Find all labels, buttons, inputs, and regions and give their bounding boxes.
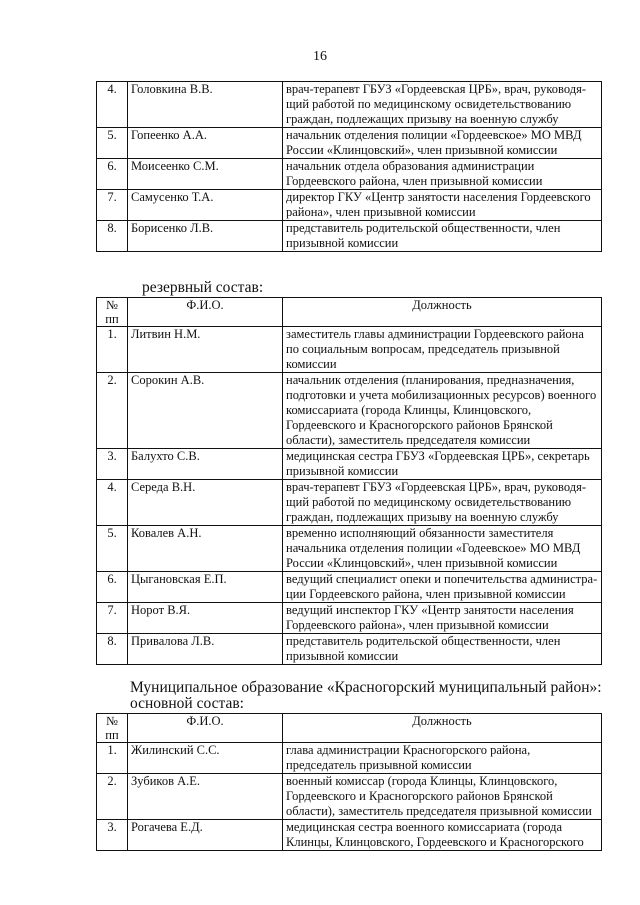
commission-table-continued (96, 81, 602, 252)
row-number: 6 . (97, 572, 128, 603)
member-position: военный комиссар (города Клинцы, Клинцовского, Гордеевского и Красногорского районов Брянской области), заместитель председателя призывной комиссии (283, 774, 602, 820)
member-position: директор ГКУ «Центр занятости населения Гордеевского района», член призывной комиссии (283, 190, 602, 221)
member-position: ведущий специалист опеки и попечительства администра-ции Гордеевского района, член призывной комиссии (283, 572, 602, 603)
member-name: Головкина В.В. (128, 82, 283, 128)
table-row (97, 190, 602, 221)
member-name: Середа В.Н. (128, 480, 283, 526)
header-fio: Ф.И.О. (128, 714, 283, 743)
row-number: 2 . (97, 373, 128, 449)
row-number: 1 . (97, 327, 128, 373)
row-number: 3 . (97, 820, 128, 851)
member-name: Зубиков А.Е. (128, 774, 283, 820)
row-number: 4 . (97, 82, 128, 128)
row-number: 1 . (97, 743, 128, 774)
member-name: Жилинский С.С. (128, 743, 283, 774)
table-row (97, 373, 602, 449)
main-composition-heading: основной состав: (130, 695, 244, 712)
member-name: Сорокин А.В. (128, 373, 283, 449)
table-row (97, 603, 602, 634)
header-position: Должность (283, 714, 602, 743)
table-row (97, 82, 602, 128)
member-position: временно исполняющий обязанности заместителя начальника отделения полиции «Годеевское» МО МВД России «Клинцовский», член призывной комиссии (283, 526, 602, 572)
table-row (97, 572, 602, 603)
table-row (97, 820, 602, 851)
member-name: Моисеенко С.М. (128, 159, 283, 190)
member-name: Борисенко Л.В. (128, 221, 283, 252)
header-fio: Ф.И.О. (128, 298, 283, 327)
member-position: ведущий инспектор ГКУ «Центр занятости населения Гордеевского района», член призывной комиссии (283, 603, 602, 634)
table-header-row (97, 298, 602, 327)
municipal-heading: Муниципальное образование «Красногорский муниципальный район»: (130, 679, 602, 696)
row-number: 6 . (97, 159, 128, 190)
member-name: Балухто С.В. (128, 449, 283, 480)
member-name: Рогачева Е.Д. (128, 820, 283, 851)
table-row (97, 774, 602, 820)
page-number: 16 (313, 49, 327, 64)
header-position: Должность (283, 298, 602, 327)
member-position: заместитель главы администрации Гордеевского района по социальным вопросам, председатель призывной комиссии (283, 327, 602, 373)
member-position: медицинская сестра ГБУЗ «Гордеевская ЦРБ», секретарь призывной комиссии (283, 449, 602, 480)
row-number: 5 . (97, 526, 128, 572)
table-row (97, 159, 602, 190)
member-name: Норот В.Я. (128, 603, 283, 634)
member-position: врач-терапевт ГБУЗ «Гордеевская ЦРБ», врач, руководя-щий работой по медицинскому освидетельствованию граждан, подлежащих призыву на военную службу (283, 82, 602, 128)
member-position: представитель родительской общественности, член призывной комиссии (283, 221, 602, 252)
member-name: Литвин Н.М. (128, 327, 283, 373)
member-position: представитель родительской общественности, член призывной комиссии (283, 634, 602, 665)
row-number: 7 . (97, 190, 128, 221)
table-row (97, 327, 602, 373)
header-number: № пп (97, 298, 128, 327)
member-name: Самусенко Т.А. (128, 190, 283, 221)
member-name: Гопеенко А.А. (128, 128, 283, 159)
member-name: Привалова Л.В. (128, 634, 283, 665)
member-position: начальник отделения (планирования, предназначения, подготовки и учета мобилизационных ресурсов) военного комиссариата (города Клинцы, Клинцовского, Гордеевского и Красногорского районов Брянской области), заместитель председателя комиссии (283, 373, 602, 449)
reserve-table (96, 297, 602, 665)
row-number: 8 . (97, 221, 128, 252)
member-position: начальник отделения полиции «Гордеевское» МО МВД России «Клинцовский», член призывной комиссии (283, 128, 602, 159)
row-number: 8 . (97, 634, 128, 665)
member-name: Цыгановская Е.П. (128, 572, 283, 603)
member-position: глава администрации Красногорского района, председатель призывной комиссии (283, 743, 602, 774)
main-composition-table (96, 713, 602, 851)
row-number: 2 . (97, 774, 128, 820)
table-row (97, 634, 602, 665)
table-header-row (97, 714, 602, 743)
header-number: № пп (97, 714, 128, 743)
member-position: медицинская сестра военного комиссариата (города Клинцы, Клинцовского, Гордеевского и Красногорского (283, 820, 602, 851)
table-row (97, 128, 602, 159)
row-number: 3 . (97, 449, 128, 480)
member-position: начальник отдела образования администрации Гордеевского района, член призывной комиссии (283, 159, 602, 190)
table-row (97, 449, 602, 480)
table-row (97, 743, 602, 774)
row-number: 4 . (97, 480, 128, 526)
member-position: врач-терапевт ГБУЗ «Гордеевская ЦРБ», врач, руководя-щий работой по медицинскому освидетельствованию граждан, подлежащих призыву на военную службу (283, 480, 602, 526)
row-number: 5 . (97, 128, 128, 159)
table-row (97, 526, 602, 572)
row-number: 7 . (97, 603, 128, 634)
reserve-heading: резервный состав: (142, 279, 264, 296)
member-name: Ковалев А.Н. (128, 526, 283, 572)
table-row (97, 480, 602, 526)
table-row (97, 221, 602, 252)
